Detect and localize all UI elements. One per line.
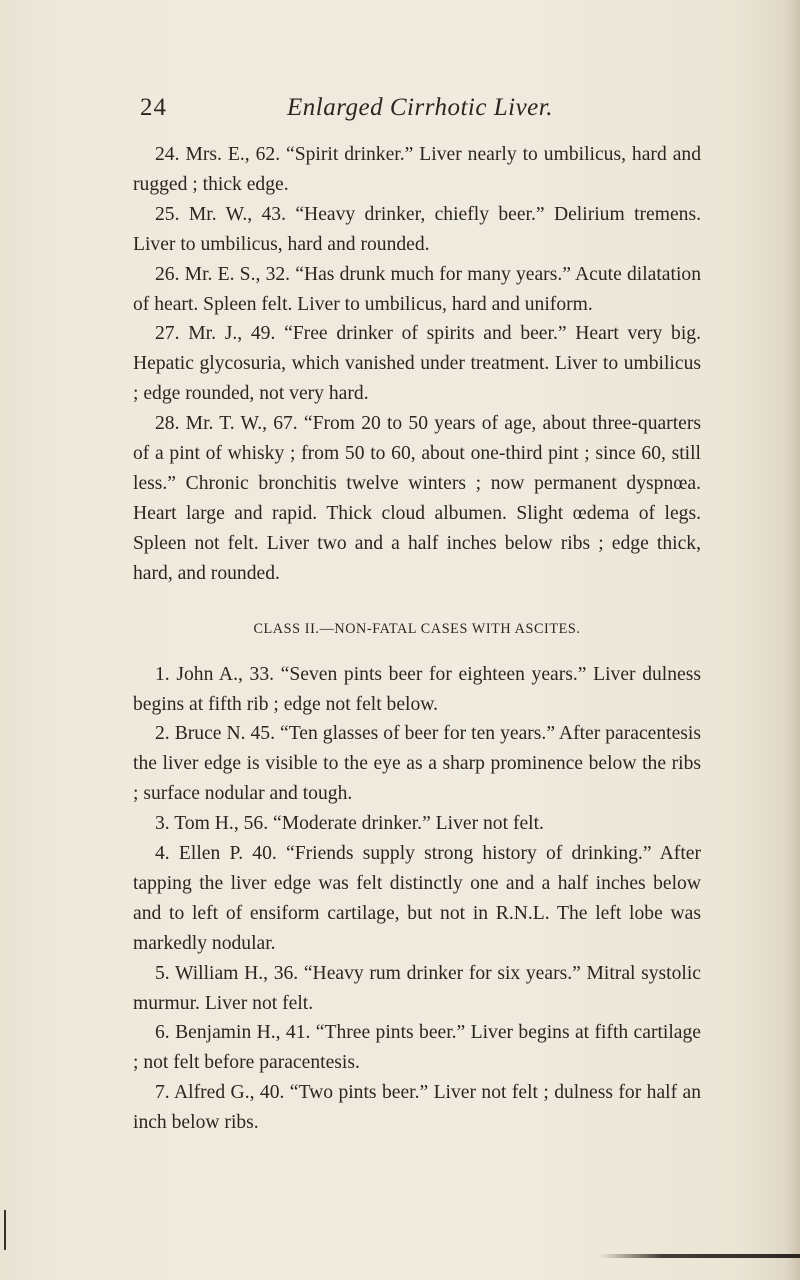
case-entry-25: 25. Mr. W., 43. “Heavy drinker, chiefly beer.” Delirium tremens. Liver to umbilicus, hard and rounded. [133, 203, 701, 255]
page-number: 24 [140, 94, 167, 121]
binding-mark [4, 1210, 6, 1250]
case-entry-2: 2. Bruce N. 45. “Ten glasses of beer for ten years.” After paracentesis the liver edge is visible to the eye as a sharp prominence below the ribs ; surface nodular and tough. [133, 723, 701, 805]
case-entry-7: 7. Alfred G., 40. “Two pints beer.” Liver not felt ; dulness for half an inch below ribs. [133, 1082, 701, 1134]
class-heading: CLASS II.—NON-FATAL CASES WITH ASCITES. [253, 620, 581, 637]
running-head: Enlarged Cirrhotic Liver. [287, 94, 553, 121]
case-entry-6: 6. Benjamin H., 41. “Three pints beer.” Liver begins at fifth cartilage ; not felt before paracentesis. [133, 1022, 701, 1074]
case-entry-1: 1. John A., 33. “Seven pints beer for eighteen years.” Liver dulness begins at fifth rib ; edge not felt below. [133, 663, 701, 715]
case-entry-26: 26. Mr. E. S., 32. “Has drunk much for many years.” Acute dilatation of heart. Spleen felt. Liver to umbilicus, hard and uniform. [133, 263, 701, 315]
page-body [133, 140, 701, 1138]
page-edge-shadow [786, 0, 800, 1280]
page-header [0, 94, 800, 124]
case-entry-28: 28. Mr. T. W., 67. “From 20 to 50 years of age, about three-quarters of a pint of whisky ; from 50 to 60, about one-third pint ; since 60, still less.” Chronic bronchitis twelve winters ; now permanent dyspnœa. Heart large and rapid. Thick cloud albumen. Slight œdema of legs. Spleen not felt. Liver two and a half inches below ribs ; edge thick, hard, and rounded. [133, 413, 701, 584]
case-entry-24: 24. Mrs. E., 62. “Spirit drinker.” Liver nearly to umbilicus, hard and rugged ; thick edge. [133, 144, 701, 195]
case-entry-4: 4. Ellen P. 40. “Friends supply strong history of drinking.” After tapping the liver edge was felt distinctly one and a half inches below and to left of ensiform cartilage, but not in R.N.L. The left lobe was markedly nodular. [133, 843, 701, 954]
case-entry-5: 5. William H., 36. “Heavy rum drinker for six years.” Mitral systolic murmur. Liver not felt. [133, 962, 701, 1014]
bottom-edge-rule [600, 1254, 800, 1258]
case-entry-27: 27. Mr. J., 49. “Free drinker of spirits and beer.” Heart very big. Hepatic glycosuria, which vanished under treatment. Liver to umbilicus ; edge rounded, not very hard. [133, 323, 701, 405]
case-entry-3: 3. Tom H., 56. “Moderate drinker.” Liver not felt. [155, 813, 544, 835]
